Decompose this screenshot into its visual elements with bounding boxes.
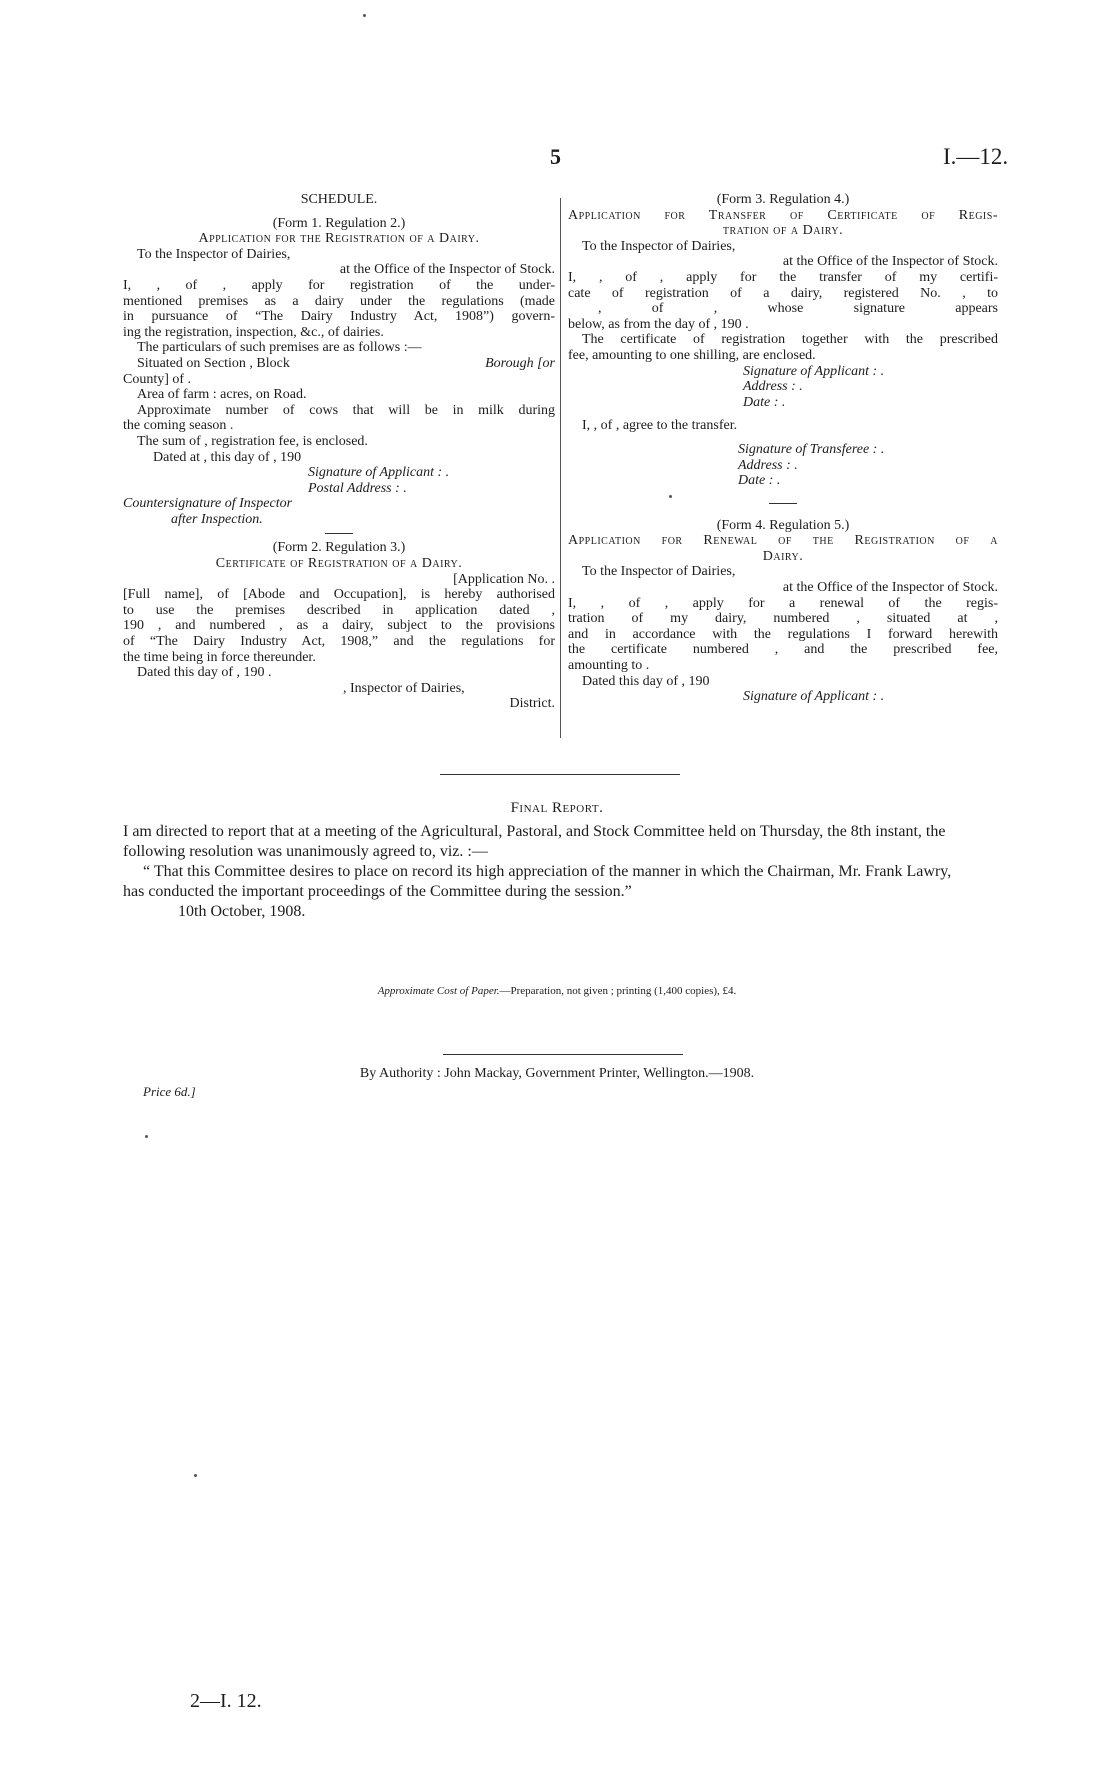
- form4-title: Application for Renewal of the Registration of a: [568, 533, 998, 549]
- cost-text: —Preparation, not given ; printing (1,400 copies), £4.: [499, 985, 737, 997]
- form3-transferee-date: Date : .: [738, 473, 781, 489]
- section-rule: [325, 533, 353, 534]
- final-report-title: Final Report.: [510, 800, 604, 816]
- form1-line: in pursuance of “The Dairy Industry Act, 1908”) govern-: [123, 309, 555, 325]
- form3-line: below, as from the day of , 190 .: [568, 316, 749, 332]
- cost-label: Approximate Cost of Paper.: [377, 985, 500, 997]
- form1-postal-address: Postal Address : .: [308, 480, 407, 496]
- form1-countersignature: Countersignature of Inspector: [123, 496, 293, 512]
- form1-situated-b: Borough [or: [485, 355, 555, 371]
- form3-agree: I, , of , agree to the transfer.: [582, 418, 738, 434]
- form4-signature: Signature of Applicant : .: [743, 689, 885, 705]
- form1-after-inspection: after Inspection.: [171, 511, 263, 527]
- form1-label: (Form 1. Regulation 2.): [272, 215, 406, 231]
- form4-line: the certificate numbered , and the prescribed fee,: [568, 642, 998, 658]
- form1-particulars: The particulars of such premises are as follows :—: [137, 340, 422, 356]
- form4-line: and in accordance with the regulations I forward herewith: [568, 626, 998, 642]
- form1-dated: Dated at , this day of , 190: [153, 449, 302, 465]
- form3-line: cate of registration of a dairy, registered No. , to: [568, 285, 998, 301]
- price: Price 6d.]: [143, 1084, 196, 1099]
- schedule-title: SCHEDULE.: [300, 192, 378, 207]
- form4-line: tration of my dairy, numbered , situated at ,: [568, 611, 998, 627]
- form2-inspector: , Inspector of Dairies,: [343, 680, 465, 696]
- form2-line: of “The Dairy Industry Act, 1908,” and the regulations for: [123, 634, 555, 650]
- form1-line: mentioned premises as a dairy under the regulations (made: [123, 293, 555, 309]
- form3-office: at the Office of the Inspector of Stock.: [782, 254, 998, 270]
- speck: [363, 14, 366, 17]
- form2-title: Certificate of Registration of a Dairy.: [215, 556, 463, 572]
- speck: [669, 495, 672, 498]
- form2-dated: Dated this day of , 190 .: [137, 665, 272, 681]
- speck: [145, 1135, 148, 1138]
- form1-county: County] of .: [123, 371, 192, 387]
- form1-cows: Approximate number of cows that will be in milk during: [137, 402, 555, 418]
- footer-code: 2—I. 12.: [190, 1690, 262, 1712]
- form3-title-cont: tration of a Dairy.: [722, 223, 844, 239]
- form3-line: I, , of , apply for the transfer of my certifi-: [568, 269, 998, 285]
- form3-label: (Form 3. Regulation 4.): [716, 192, 850, 207]
- final-report-paragraph: I am directed to report that at a meeting of the Agricultural, Pastoral, and Stock Committee held on Thursday, the 8th instant, the following resolution was unanimously agreed to, viz. :—: [123, 823, 946, 860]
- form2-line: the time being in force thereunder.: [123, 649, 316, 665]
- final-report-date: 10th October, 1908.: [178, 903, 306, 920]
- form3-title: Application for Transfer of Certificate of Regis-: [568, 207, 998, 223]
- left-column: [123, 192, 555, 712]
- form2-label: (Form 2. Regulation 3.): [272, 540, 406, 556]
- form2-line: [Full name], of [Abode and Occupation], is hereby authorised: [123, 587, 555, 603]
- form4-line: amounting to .: [568, 658, 650, 674]
- form4-line: I, , of , apply for a renewal of the regis-: [568, 595, 998, 611]
- form1-title: Application for the Registration of a Dairy.: [198, 231, 480, 247]
- form3-line: , of , whose signature appears: [598, 301, 998, 317]
- form3-transferee-address: Address : .: [738, 457, 798, 473]
- form4-dated: Dated this day of , 190: [582, 673, 710, 689]
- form1-line: I, , of , apply for registration of the under-: [123, 277, 555, 293]
- form3-to: To the Inspector of Dairies,: [582, 238, 736, 254]
- form1-line: ing the registration, inspection, &c., of dairies.: [123, 324, 384, 340]
- form2-application-no: [Application No. .: [453, 571, 555, 587]
- form4-label: (Form 4. Regulation 5.): [716, 517, 850, 533]
- form2-district: District.: [509, 696, 555, 712]
- form2-line: to use the premises described in application dated ,: [123, 602, 555, 618]
- form1-sum: The sum of , registration fee, is enclosed.: [137, 433, 368, 449]
- form1-situated: [123, 356, 555, 372]
- form4-title-cont: Dairy.: [762, 548, 804, 564]
- right-column: [568, 192, 998, 705]
- horizontal-rule: [443, 1054, 683, 1055]
- form3-transferee-signature: Signature of Transferee : .: [738, 441, 885, 457]
- cost-of-paper: [0, 985, 1114, 997]
- form3-address: Address : .: [743, 379, 803, 395]
- form4-to: To the Inspector of Dairies,: [582, 564, 736, 580]
- form3-cert: The certificate of registration together with the prescribed: [582, 332, 998, 348]
- final-report-resolution: “ That this Committee desires to place on record its high appreciation of the manner in which the Chairman, Mr. Frank Lawry, has conducted the important proceedings of the Committee during the session.”: [123, 863, 952, 900]
- form1-to: To the Inspector of Dairies,: [137, 246, 291, 262]
- form2-line: 190 , and numbered , as a dairy, subject to the provisions: [123, 618, 555, 634]
- column-divider: [560, 198, 561, 738]
- form1-situated-a: Situated on Section , Block: [137, 355, 290, 371]
- form1-season: the coming season .: [123, 418, 234, 434]
- form1-office: at the Office of the Inspector of Stock.: [339, 262, 555, 278]
- form3-cert: fee, amounting to one shilling, are enclosed.: [568, 347, 816, 363]
- form1-area: Area of farm : acres, on Road.: [137, 387, 307, 403]
- form3-signature: Signature of Applicant : .: [743, 363, 885, 379]
- form4-office: at the Office of the Inspector of Stock.: [782, 580, 998, 596]
- page-number: 5: [550, 144, 561, 169]
- printer-authority: By Authority : John Mackay, Government Printer, Wellington.—1908.: [359, 1066, 755, 1081]
- final-report-body: [123, 822, 975, 922]
- form3-date: Date : .: [743, 394, 786, 410]
- form1-signature: Signature of Applicant : .: [308, 465, 450, 481]
- section-rule: [769, 503, 797, 504]
- paper-code: I.—12.: [943, 144, 1009, 169]
- speck: [194, 1474, 197, 1477]
- horizontal-rule: [440, 774, 680, 775]
